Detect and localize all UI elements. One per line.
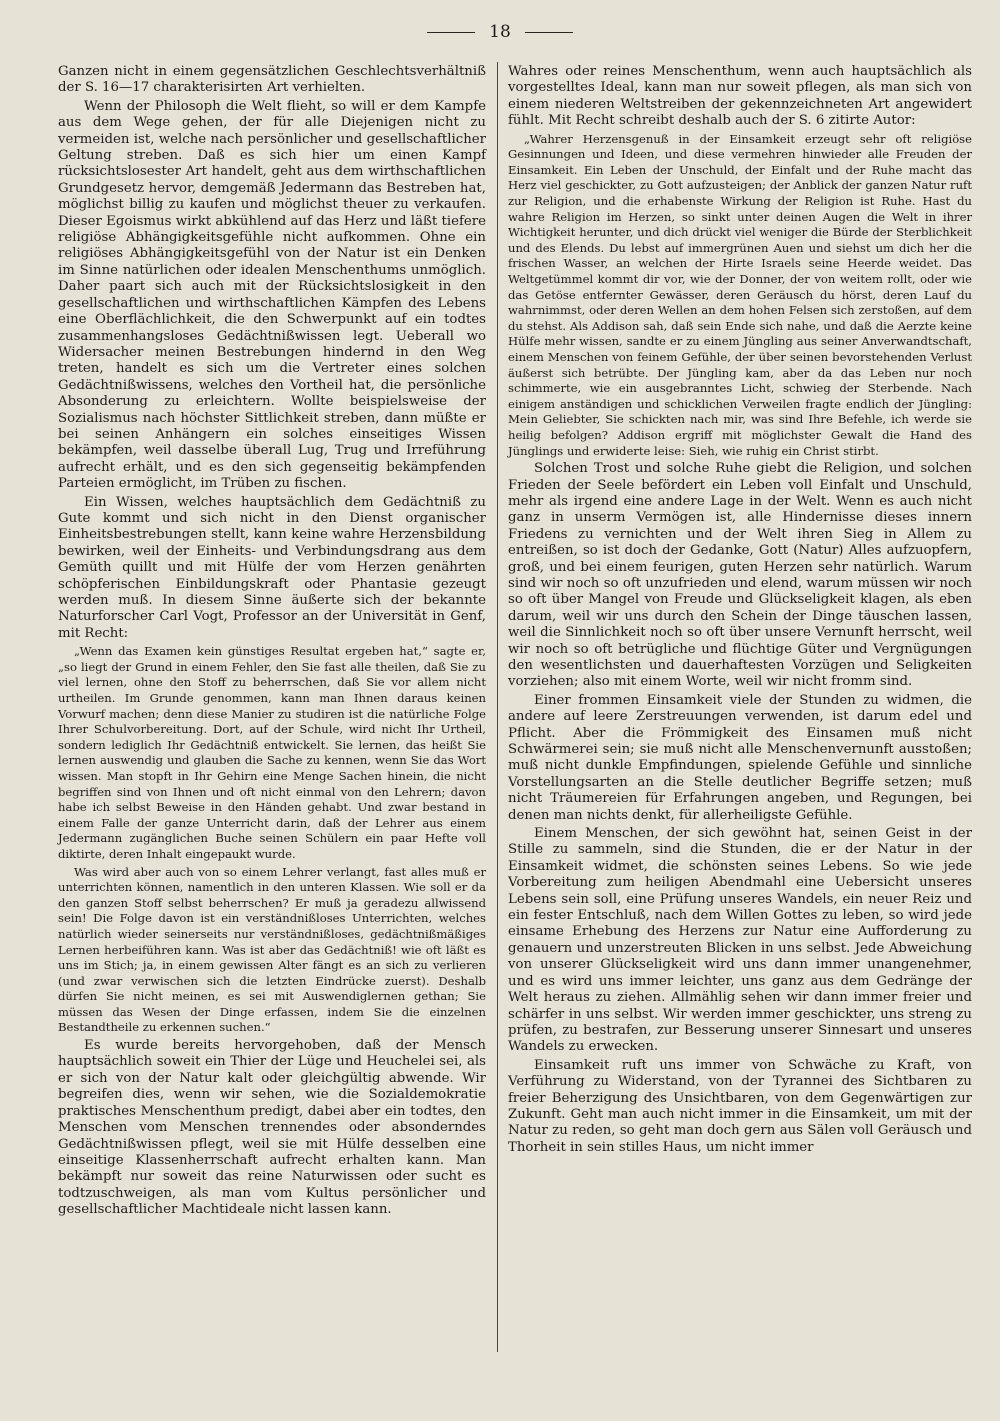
quote-paragraph: „Wahrer Herzensgenuß in der Einsamkeit erzeugt sehr oft religiöse Gesinnungen und Ideen, und diese vermehren hinwieder alle Freuden der Einsamkeit. Ein Leben der Unschuld, der Einfalt und der Ruhe macht das Herz viel geschickter, zu Gott aufzusteigen; der Anblick der ganzen Natur ruft zur Religion, und die erhabenste Wirkung der Religion ist Ruhe. Hast du wahre Religion im Herzen, so sinkt unter deinen Augen die Welt in ihrer Wichtigkeit herunter, und dich drückt viel weniger die Bürde der Sterblichkeit und des Elends. Du lebst auf immergrünen Auen und siehst um dich her die frischen Wasser, an welchen der Hirte Israels seine Heerde weidet. Das Weltgetümmel kommt dir vor, wie der Donner, der von weitem rollt, oder wie das Getöse entfernter Gewässer, deren Geräusch du hörst, deren Lauf du wahrnimmst, oder deren Wellen an dem hohen Felsen sich zerstoßen, auf dem du stehst. Als Addison sah, daß sein Ende sich nahe, und daß die Aerzte keine Hülfe mehr wissen, sandte er zu einem Jüngling aus seiner Anverwandtschaft, einem Menschen von feinem Gefühle, der über seinen bevorstehenden Verlust äußerst sich betrübte. Der Jüngling kam, aber da das Leben nur noch schimmerte, wie ein ausgebranntes Licht, schwieg der Sterbende. Nach einigem anständigen und schicklichen Verweilen fragte endlich der Jüngling: Mein Geliebter, Sie schickten nach mir, was sind Ihre Befehle, ich werde sie heilig befolgen? Addison ergriff mit möglichster Gewalt die Hand des Jünglings und erwiderte leise: Sieh, wie ruhig ein Christ stirbt.: [508, 131, 972, 458]
column-divider: [497, 62, 498, 1352]
header-rule-left: [427, 32, 475, 33]
paragraph: Es wurde bereits hervorgehoben, daß der Mensch hauptsächlich soweit ein Thier der Lüge und Heuchelei sei, als er sich von der Natur kalt oder gleichgültig abwende. Wir begreifen dies, wenn wir sehen, wie die Sozialdemokratie praktisches Menschenthum predigt, dabei aber ein todtes, den Menschen vom Menschen trennendes oder absonderndes Gedächtnißwissen pflegt, weil sie mit Hülfe desselben eine einseitige Klassenherrschaft aufrecht erhalten kann. Man bekämpft nur soweit das reine Naturwissen oder sucht es todtzuschweigen, als man vom Kultus persönlicher und gesellschaftlicher Machtideale nicht lassen kann.: [58, 1038, 486, 1218]
paragraph: Wenn der Philosoph die Welt flieht, so will er dem Kampfe aus dem Wege gehen, der für alle Diejenigen nicht zu vermeiden ist, welche nach persönlicher und gesellschaftlicher Geltung streben. Daß es sich hier um einen Kampf rücksichtslosester Art handelt, geht aus dem wirthschaftlichen Grundgesetz hervor, demgemäß Jedermann das Bestreben hat, möglichst billig zu kaufen und möglichst theuer zu verkaufen. Dieser Egoismus wirkt abkühlend auf das Herz und läßt tiefere religiöse Abhängigkeitsgefühle nicht aufkommen. Ohne ein religiöses Abhängigkeitsgefühl von der Natur ist ein Denken im Sinne natürlichen oder idealen Menschenthums unmöglich. Daher paart sich auch mit der Rücksichtslosigkeit in den gesellschaftlichen und wirthschaftlichen Kämpfen des Lebens eine Oberflächlichkeit, die den Schwerpunkt auf ein todtes zusammenhangsloses Gedächtnißwissen legt. Ueberall wo Widersacher meinen Bestrebungen hindernd in den Weg treten, handelt es sich um die Vertreter eines solchen Gedächtnißwissens, welches den Vortheil hat, die persönliche Absonderung zu erleichtern. Wollte beispielsweise der Sozialismus nach höchster Sittlichkeit streben, dann müßte er bei seinen Anhängern ein solches einseitiges Wissen bekämpfen, weil dasselbe überall Lug, Trug und Irreführung aufrecht erhält, und es den sich gegenseitig bekämpfenden Parteien ermöglicht, im Trüben zu fischen.: [58, 98, 486, 492]
left-column: [58, 64, 486, 1219]
paragraph: Ganzen nicht in einem gegensätzlichen Geschlechtsverhältniß der S. 16—17 charakterisirten Art verhielten.: [58, 64, 486, 96]
paragraph: Ein Wissen, welches hauptsächlich dem Gedächtniß zu Gute kommt und sich nicht in den Dienst organischer Einheitsbestrebungen stellt, kann keine wahre Herzensbildung bewirken, weil der Einheits- und Verbindungsdrang aus dem Gemüth quillt und mit Hülfe der vom Herzen genährten schöpferischen Einbildungskraft oder Phantasie gezeugt werden muß. In diesem Sinne äußerte sich der bekannte Naturforscher Carl Vogt, Professor an der Universität in Genf, mit Recht:: [58, 494, 486, 641]
header-rule-right: [525, 32, 573, 33]
page-header: [0, 22, 1000, 42]
paragraph: Einer frommen Einsamkeit viele der Stunden zu widmen, die andere auf leere Zerstreuungen verwenden, ist darum edel und Pflicht. Aber die Frömmigkeit des Einsamen muß nicht Schwärmerei sein; sie muß nicht alle Menschenvernunft ausstoßen; muß nicht dunkle Empfindungen, spielende Gefühle und sinnliche Vorstellungsarten an die Stelle deutlicher Begriffe setzen; muß nicht Träumereien für Erfahrungen angeben, und Regungen, bei denen man nichts denkt, für allerheiligste Gefühle.: [508, 692, 972, 823]
paragraph: Solchen Trost und solche Ruhe giebt die Religion, und solchen Frieden der Seele befördert ein Leben voll Einfalt und Unschuld, mehr als irgend eine andere Lage in der Welt. Wenn es auch nicht ganz in unserm Vermögen ist, alle Hindernisse dieses innern Friedens zu vernichten und der Welt ihren Sieg in Allem zu entreißen, so ist doch der Gedanke, Gott (Natur) Alles aufzuopfern, groß, und bei einem feurigen, guten Herzen sehr natürlich. Warum sind wir noch so oft unzufrieden und elend, warum müssen wir noch so oft über Mangel von Freude und Glückseligkeit klagen, als eben darum, weil wir uns durch den Schein der Dinge täuschen lassen, weil die Sinnlichkeit noch so oft über unsere Vernunft herrscht, weil wir noch so oft betrügliche und flüchtige Güter und Vergnügungen den wesentlichsten und dauerhaftesten Vorzügen und Seligkeiten vorziehen; also mit einem Worte, weil wir nicht fromm sind.: [508, 461, 972, 690]
paragraph: Wahres oder reines Menschenthum, wenn auch hauptsächlich als vorgestelltes Ideal, kann man nur soweit pflegen, als man sich von einem niederen Weltstreiben der gekennzeichneten Art angewidert fühlt. Mit Recht schreibt deshalb auch der S. 6 zitirte Autor:: [508, 64, 972, 129]
paragraph: Einem Menschen, der sich gewöhnt hat, seinen Geist in der Stille zu sammeln, sind die Stunden, die er der Natur in der Einsamkeit widmet, die schönsten seines Lebens. So wie jede Vorbereitung zum heiligen Abendmahl eine Uebersicht unseres Lebens sein soll, eine Prüfung unseres Wandels, ein neuer Reiz und ein fester Entschluß, nach dem Willen Gottes zu leben, so wird jede einsame Erhebung des Herzens zur Natur eine Aufforderung zu genauern und unzerstreuten Blicken in uns selbst. Jede Abweichung von unserer Glückseligkeit wird uns dann immer unangenehmer, und es wird uns immer leichter, uns ganz aus dem Gedränge der Welt heraus zu ziehen. Allmählig sehen wir dann immer freier und schärfer in uns selbst. Wir werden immer geschickter, uns streng zu prüfen, zu bestrafen, zur Besserung unserer Sinnesart und unseres Wandels zu erwecken.: [508, 826, 972, 1055]
right-column: [508, 64, 972, 1156]
quote-paragraph: „Wenn das Examen kein günstiges Resultat ergeben hat,“ sagte er, „so liegt der Grund in einem Fehler, den Sie fast alle theilen, daß Sie zu viel lernen, ohne den Stoff zu beherrschen, daß Sie vor allem nicht urtheilen. Im Grunde genommen, kann man Ihnen daraus keinen Vorwurf machen; denn diese Manier zu studiren ist die natürliche Folge Ihrer Schulvorbereitung. Dort, auf der Schule, wird nicht Ihr Urtheil, sondern lediglich Ihr Gedächtniß entwickelt. Sie lernen, das heißt Sie lernen auswendig und glauben die Sache zu kennen, wenn Sie das Wort wissen. Man stopft in Ihr Gehirn eine Menge Sachen hinein, die nicht begriffen sind von Ihnen und oft nicht einmal von den Lehrern; davon habe ich selbst Beweise in den Händen gehabt. Und zwar bestand in einem Falle der ganze Unterricht darin, daß der Lehrer aus einem Jedermann zugänglichen Buche seinen Schülern ein paar Hefte voll diktirte, deren Inhalt eingepaukt wurde.: [58, 644, 486, 861]
quote-paragraph: Was wird aber auch von so einem Lehrer verlangt, fast alles muß er unterrichten können, namentlich in den unteren Klassen. Wie soll er da den ganzen Stoff selbst beherrschen? Er muß ja geradezu allwissend sein! Die Folge davon ist ein verständnißloses Unterrichten, welches natürlich wieder seinerseits nur verständnißloses, gedächtnißmäßiges Lernen herbeiführen kann. Was ist aber das Gedächtniß! wie oft läßt es uns im Stich; ja, in einem gewissen Alter fängt es an sich zu verlieren (und zwar verwischen sich die letzten Eindrücke zuerst). Deshalb dürfen Sie nicht meinen, es sei mit Auswendiglernen gethan; Sie müssen das Wesen der Dinge erfassen, indem Sie die einzelnen Bestandtheile zu erkennen suchen.“: [58, 864, 486, 1035]
page-number: 18: [489, 22, 511, 42]
paragraph: Einsamkeit ruft uns immer von Schwäche zu Kraft, von Verführung zu Widerstand, von der Tyrannei des Sichtbaren zu freier Beherzigung des Unsichtbaren, von dem Gegenwärtigen zur Zukunft. Geht man auch nicht immer in die Einsamkeit, um mit der Natur zu reden, so geht man doch gern aus Sälen voll Geräusch und Thorheit in sein stilles Haus, um nicht immer: [508, 1057, 972, 1155]
